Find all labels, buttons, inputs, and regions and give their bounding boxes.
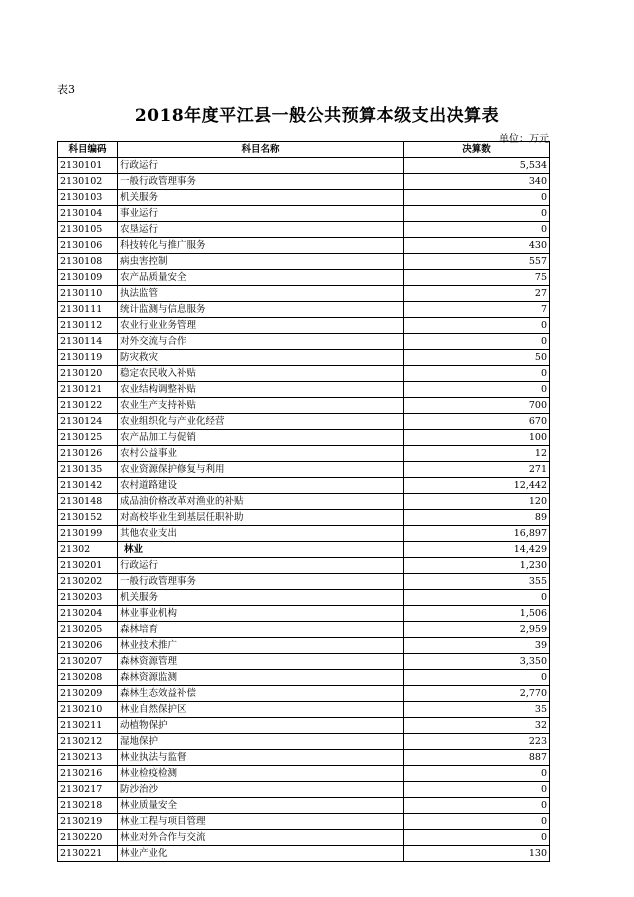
cell-amount: 0 [404, 670, 550, 686]
cell-amount: 0 [404, 382, 550, 398]
cell-name: 农村公益事业 [118, 446, 404, 462]
cell-name: 农业生产支持补贴 [118, 398, 404, 414]
unit-label: 单位：万元 [499, 134, 549, 145]
cell-name: 其他农业支出 [118, 526, 404, 542]
cell-amount: 120 [404, 494, 550, 510]
cell-code: 2130201 [58, 558, 118, 574]
cell-amount: 16,897 [404, 526, 550, 542]
page-title: 2018年度平江县一般公共预算本级支出决算表 [134, 106, 500, 126]
cell-code: 2130219 [58, 814, 118, 830]
cell-amount: 35 [404, 702, 550, 718]
cell-amount: 271 [404, 462, 550, 478]
cell-code: 2130142 [58, 478, 118, 494]
cell-name: 林业事业机构 [118, 606, 404, 622]
table-row [58, 494, 550, 510]
cell-amount: 887 [404, 750, 550, 766]
cell-amount: 0 [404, 318, 550, 334]
cell-code: 2130148 [58, 494, 118, 510]
cell-amount: 12,442 [404, 478, 550, 494]
cell-name: 农业结构调整补贴 [118, 382, 404, 398]
cell-amount: 32 [404, 718, 550, 734]
cell-code: 2130199 [58, 526, 118, 542]
header-name: 科目名称 [118, 142, 404, 158]
table-number-label: 表3 [57, 83, 75, 96]
table-row [58, 190, 550, 206]
cell-name: 林业对外合作与交流 [118, 830, 404, 846]
cell-name: 农垦运行 [118, 222, 404, 238]
cell-name: 林业自然保护区 [118, 702, 404, 718]
cell-name: 对高校毕业生到基层任职补助 [118, 510, 404, 526]
cell-code: 2130207 [58, 654, 118, 670]
cell-amount: 0 [404, 814, 550, 830]
cell-name: 湿地保护 [118, 734, 404, 750]
cell-code: 2130120 [58, 366, 118, 382]
cell-code: 2130205 [58, 622, 118, 638]
cell-amount: 0 [404, 334, 550, 350]
cell-name: 森林资源监测 [118, 670, 404, 686]
cell-code: 2130102 [58, 174, 118, 190]
cell-code: 2130212 [58, 734, 118, 750]
table-row [58, 590, 550, 606]
cell-amount: 3,350 [404, 654, 550, 670]
cell-name: 农产品质量安全 [118, 270, 404, 286]
cell-name: 林业执法与监督 [118, 750, 404, 766]
cell-name: 林业技术推广 [118, 638, 404, 654]
cell-amount: 0 [404, 222, 550, 238]
cell-amount: 12 [404, 446, 550, 462]
cell-name: 病虫害控制 [118, 254, 404, 270]
cell-amount: 0 [404, 190, 550, 206]
cell-name: 森林生态效益补偿 [118, 686, 404, 702]
cell-amount: 0 [404, 830, 550, 846]
table-row [58, 350, 550, 366]
table-row [58, 222, 550, 238]
cell-name: 森林培育 [118, 622, 404, 638]
table-row [58, 798, 550, 814]
cell-amount: 2,770 [404, 686, 550, 702]
cell-code: 2130206 [58, 638, 118, 654]
table-row [58, 622, 550, 638]
cell-amount: 0 [404, 766, 550, 782]
cell-code: 2130112 [58, 318, 118, 334]
cell-code: 2130119 [58, 350, 118, 366]
cell-name: 执法监管 [118, 286, 404, 302]
table-row [58, 158, 550, 174]
cell-code: 2130105 [58, 222, 118, 238]
table-row [58, 718, 550, 734]
cell-name: 林业 [118, 542, 404, 558]
cell-code: 2130125 [58, 430, 118, 446]
cell-amount: 50 [404, 350, 550, 366]
cell-name: 林业质量安全 [118, 798, 404, 814]
cell-code: 2130111 [58, 302, 118, 318]
cell-code: 2130213 [58, 750, 118, 766]
table-row [58, 302, 550, 318]
cell-code: 2130114 [58, 334, 118, 350]
cell-name: 防沙治沙 [118, 782, 404, 798]
cell-amount: 2,959 [404, 622, 550, 638]
cell-code: 2130209 [58, 686, 118, 702]
cell-name: 农业组织化与产业化经营 [118, 414, 404, 430]
cell-amount: 7 [404, 302, 550, 318]
cell-amount: 89 [404, 510, 550, 526]
table-row [58, 686, 550, 702]
cell-code: 2130202 [58, 574, 118, 590]
cell-code: 2130104 [58, 206, 118, 222]
table-row [58, 414, 550, 430]
cell-name: 事业运行 [118, 206, 404, 222]
cell-amount: 5,534 [404, 158, 550, 174]
cell-name: 林业工程与项目管理 [118, 814, 404, 830]
budget-table [57, 141, 550, 862]
cell-amount: 0 [404, 206, 550, 222]
cell-name: 农村道路建设 [118, 478, 404, 494]
table-row [58, 558, 550, 574]
cell-name: 农产品加工与促销 [118, 430, 404, 446]
table-row [58, 750, 550, 766]
table-row [58, 462, 550, 478]
cell-amount: 340 [404, 174, 550, 190]
table-row [58, 654, 550, 670]
cell-name: 农业行业业务管理 [118, 318, 404, 334]
table-row [58, 238, 550, 254]
cell-code: 2130203 [58, 590, 118, 606]
cell-code: 2130204 [58, 606, 118, 622]
table-row [58, 638, 550, 654]
table-row [58, 446, 550, 462]
cell-name: 森林资源管理 [118, 654, 404, 670]
table-row [58, 382, 550, 398]
cell-amount: 0 [404, 590, 550, 606]
cell-code: 2130220 [58, 830, 118, 846]
cell-code: 2130108 [58, 254, 118, 270]
table-row [58, 734, 550, 750]
cell-code: 2130135 [58, 462, 118, 478]
cell-amount: 670 [404, 414, 550, 430]
cell-code: 2130109 [58, 270, 118, 286]
cell-code: 2130221 [58, 846, 118, 862]
table-row [58, 846, 550, 862]
table-row [58, 782, 550, 798]
cell-name: 统计监测与信息服务 [118, 302, 404, 318]
table-row [58, 254, 550, 270]
table-row [58, 270, 550, 286]
table-row [58, 526, 550, 542]
cell-code: 2130216 [58, 766, 118, 782]
cell-name: 行政运行 [118, 558, 404, 574]
cell-amount: 1,506 [404, 606, 550, 622]
cell-amount: 223 [404, 734, 550, 750]
cell-code: 2130106 [58, 238, 118, 254]
cell-code: 2130217 [58, 782, 118, 798]
cell-code: 2130103 [58, 190, 118, 206]
cell-amount: 39 [404, 638, 550, 654]
cell-amount: 27 [404, 286, 550, 302]
table-row [58, 606, 550, 622]
cell-amount: 0 [404, 782, 550, 798]
table-row [58, 702, 550, 718]
cell-code: 2130218 [58, 798, 118, 814]
cell-amount: 130 [404, 846, 550, 862]
table-row [58, 430, 550, 446]
cell-name: 林业检疫检测 [118, 766, 404, 782]
cell-amount: 557 [404, 254, 550, 270]
cell-name: 机关服务 [118, 590, 404, 606]
cell-name: 林业产业化 [118, 846, 404, 862]
cell-code: 2130110 [58, 286, 118, 302]
cell-code: 2130208 [58, 670, 118, 686]
table-row [58, 542, 550, 558]
table-row [58, 830, 550, 846]
cell-name: 一般行政管理事务 [118, 174, 404, 190]
table-row [58, 510, 550, 526]
cell-name: 防灾救灾 [118, 350, 404, 366]
cell-name: 一般行政管理事务 [118, 574, 404, 590]
table-row [58, 814, 550, 830]
cell-name: 对外交流与合作 [118, 334, 404, 350]
table-body [58, 158, 550, 862]
cell-name: 成品油价格改革对渔业的补贴 [118, 494, 404, 510]
cell-name: 农业资源保护修复与利用 [118, 462, 404, 478]
cell-code: 2130126 [58, 446, 118, 462]
table-row [58, 398, 550, 414]
cell-code: 2130211 [58, 718, 118, 734]
cell-amount: 700 [404, 398, 550, 414]
cell-amount: 0 [404, 366, 550, 382]
cell-amount: 0 [404, 798, 550, 814]
cell-amount: 14,429 [404, 542, 550, 558]
table-row [58, 670, 550, 686]
cell-amount: 100 [404, 430, 550, 446]
table-row [58, 318, 550, 334]
cell-code: 2130124 [58, 414, 118, 430]
cell-amount: 430 [404, 238, 550, 254]
table-row [58, 174, 550, 190]
header-code: 科目编码 [58, 142, 118, 158]
table-row [58, 574, 550, 590]
table-row [58, 766, 550, 782]
cell-name: 动植物保护 [118, 718, 404, 734]
table-header-row [58, 142, 550, 158]
cell-amount: 355 [404, 574, 550, 590]
cell-name: 稳定农民收入补贴 [118, 366, 404, 382]
table-row [58, 478, 550, 494]
table-row [58, 286, 550, 302]
cell-name: 行政运行 [118, 158, 404, 174]
table-row [58, 206, 550, 222]
cell-amount: 1,230 [404, 558, 550, 574]
table-row [58, 334, 550, 350]
cell-code: 2130152 [58, 510, 118, 526]
cell-code: 21302 [58, 542, 118, 558]
cell-name: 机关服务 [118, 190, 404, 206]
cell-name: 科技转化与推广服务 [118, 238, 404, 254]
cell-code: 2130121 [58, 382, 118, 398]
cell-code: 2130122 [58, 398, 118, 414]
header-amount: 决算数 [404, 142, 550, 158]
cell-code: 2130101 [58, 158, 118, 174]
cell-code: 2130210 [58, 702, 118, 718]
table-row [58, 366, 550, 382]
cell-amount: 75 [404, 270, 550, 286]
